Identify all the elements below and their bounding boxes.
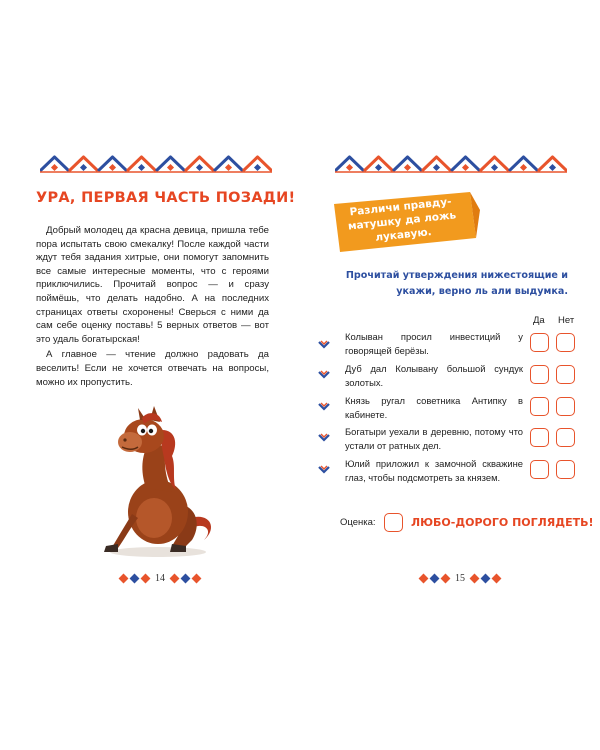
ornament-band-right xyxy=(335,153,567,173)
checkbox-no[interactable] xyxy=(556,333,575,352)
diamond-icon xyxy=(170,573,180,583)
page-number-left xyxy=(118,571,202,585)
diamond-icon xyxy=(181,573,191,583)
score-phrase: ЛЮБО-ДОРОГО ПОГЛЯДЕТЬ! xyxy=(411,516,594,529)
chevron-arrow-icon xyxy=(318,433,330,443)
page-number-right xyxy=(418,571,502,585)
chevron-arrow-icon xyxy=(318,402,330,412)
horse-illustration xyxy=(92,400,222,560)
diamond-icon xyxy=(441,573,451,583)
column-header-no: Нет xyxy=(558,315,575,326)
task-instructions: Прочитай утверждения нижестоящие и укажи, верно ль али выдумка. xyxy=(345,270,568,297)
intro-paragraph-1: Добрый молодец да красна девица, пришла тебе пора испытать свою смекалку! После каждой части ждут тебя задания хитрые, они помогут запомнить все самые интересные моменты, что с героями приключились. Прочитай вопрос — и сразу поймёшь, что делать надобно. А на последних страницах ответы схоронены! Сверься с ними да сам себе оценку поставь! 5 верных ответов — вот это удаль богатырская! xyxy=(36,225,269,345)
statement-text: Колыван просил инвестиций у говорящей берёзы. xyxy=(345,331,523,356)
statement-text: Богатыри уехали в деревню, потому что устали от ратных дел. xyxy=(345,426,523,451)
checkbox-yes[interactable] xyxy=(530,365,549,384)
checkbox-no[interactable] xyxy=(556,428,575,447)
diamond-icon xyxy=(119,573,129,583)
diamond-icon xyxy=(419,573,429,583)
task-banner-text: Различи правду-матушку да ложь лукавую. xyxy=(347,195,457,244)
diamond-icon xyxy=(430,573,440,583)
chevron-arrow-icon xyxy=(318,340,330,350)
chevron-arrow-icon xyxy=(318,370,330,380)
checkbox-yes[interactable] xyxy=(530,428,549,447)
diamond-icon xyxy=(470,573,480,583)
right-page xyxy=(300,0,600,750)
column-header-yes: Да xyxy=(533,315,545,326)
checkbox-no[interactable] xyxy=(556,460,575,479)
chevron-arrow-icon xyxy=(318,465,330,475)
page-number: 15 xyxy=(455,572,465,584)
checkbox-yes[interactable] xyxy=(530,397,549,416)
page-heading: УРА, ПЕРВАЯ ЧАСТЬ ПОЗАДИ! xyxy=(36,190,296,206)
ornament-band-left xyxy=(40,153,272,173)
checkbox-no[interactable] xyxy=(556,397,575,416)
score-label: Оценка: xyxy=(340,517,376,528)
statement-text: Князь ругал советника Антипку в кабинете. xyxy=(345,395,523,420)
diamond-icon xyxy=(130,573,140,583)
checkbox-yes[interactable] xyxy=(530,460,549,479)
checkbox-yes[interactable] xyxy=(530,333,549,352)
intro-paragraph-2: А главное — чтение должно радовать да веселить! Если не хочется отвечать на вопросы, можно их пропустить. xyxy=(36,349,269,388)
diamond-icon xyxy=(492,573,502,583)
intro-text xyxy=(36,224,269,391)
page-number: 14 xyxy=(155,572,165,584)
score-checkbox[interactable] xyxy=(384,513,403,532)
statement-text: Дуб дал Колывану большой сундук золотых. xyxy=(345,363,523,388)
diamond-icon xyxy=(141,573,151,583)
diamond-icon xyxy=(481,573,491,583)
checkbox-no[interactable] xyxy=(556,365,575,384)
diamond-icon xyxy=(192,573,202,583)
statement-text: Юлий приложил к замочной скважине глаз, чтобы подсмотреть за князем. xyxy=(345,458,523,483)
